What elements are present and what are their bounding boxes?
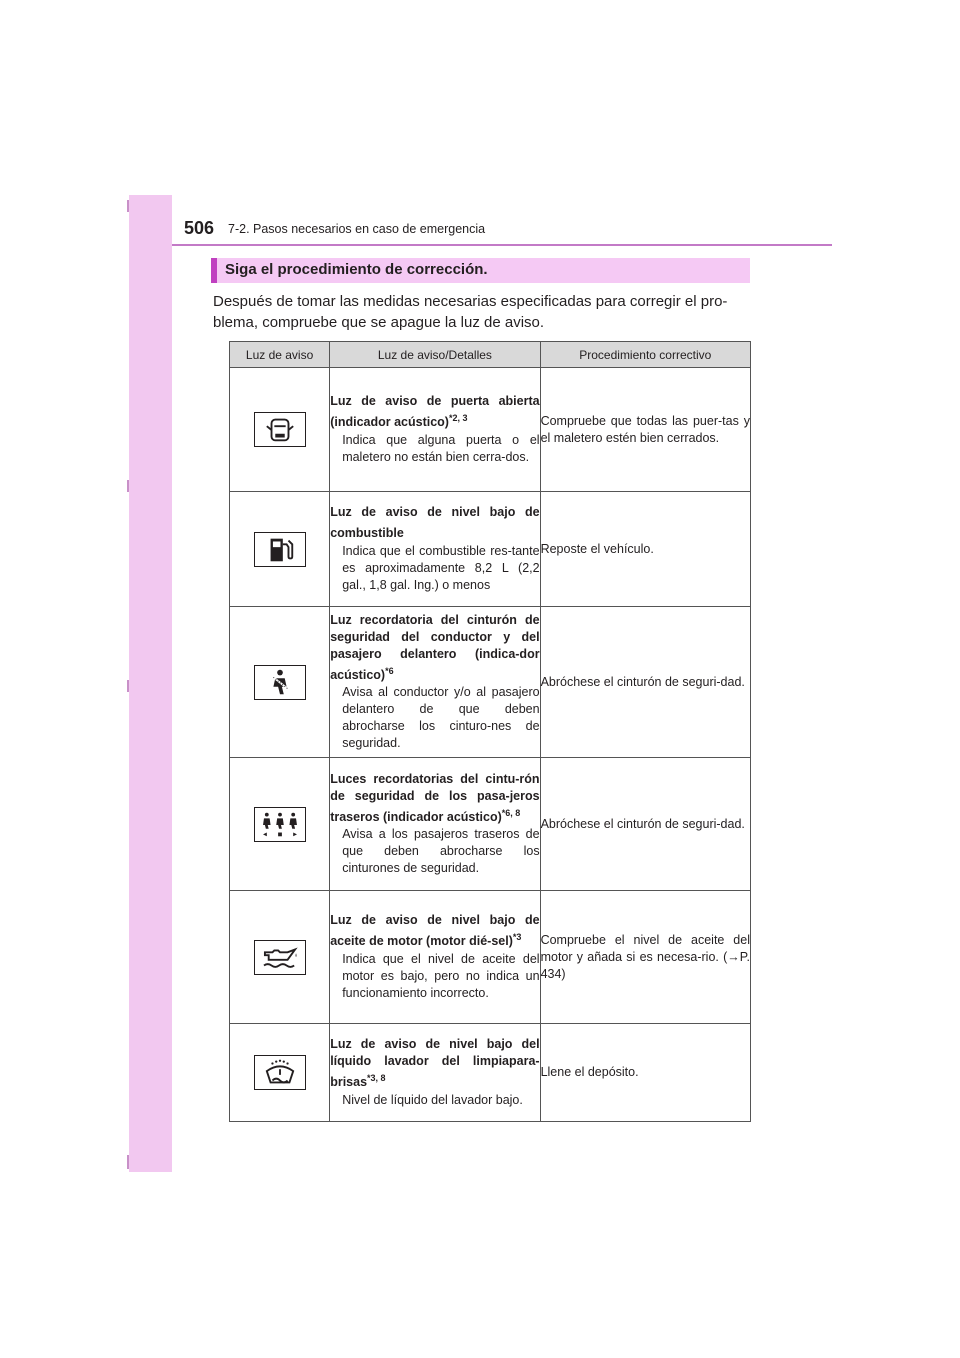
procedure-cell: Compruebe que todas las puer-tas y el maletero estén bien cerrados. (540, 368, 750, 492)
procedure-cell: Reposte el vehículo. (540, 492, 750, 607)
icon-cell (230, 368, 330, 492)
detail-title: Luz de aviso de nivel bajo de combustible (330, 505, 540, 541)
table-row (230, 607, 751, 758)
side-tab-band (129, 195, 172, 1172)
detail-description: Avisa a los pasajeros traseros de que deben abrocharse los cinturones de seguridad. (342, 827, 540, 876)
header-warning-light: Luz de aviso (230, 342, 330, 368)
door-open-icon (254, 412, 306, 447)
warning-lights-table (229, 341, 751, 1122)
side-tick-mark (127, 1155, 129, 1169)
footnote-ref: *6 (385, 665, 394, 676)
table-row (230, 891, 751, 1024)
washer-fluid-icon (254, 1055, 306, 1090)
detail-title: Luz recordatoria del cinturón de seguridad del conductor y del pasajero delantero (indica-dor acústico)$^{*6}$ (330, 612, 540, 683)
icon-cell (230, 607, 330, 758)
footnote-ref: *6, 8 (501, 807, 521, 818)
footnote-ref: *2, 3 (448, 413, 468, 424)
side-tick-mark (127, 680, 129, 692)
icon-cell (230, 1024, 330, 1122)
table-row (230, 492, 751, 607)
detail-title: Luces recordatorias del cintu-rón de seguridad de los pasa-jeros traseros (indicador acústico)$^{*6, 8}$ (330, 771, 540, 825)
table-row (230, 758, 751, 891)
icon-cell (230, 492, 330, 607)
detail-title: Luz de aviso de nivel bajo del líquido lavador del limpiapara-brisas$^{*3, 8}$ (330, 1037, 540, 1090)
rear-seatbelts-icon (254, 807, 306, 842)
detail-cell (330, 368, 540, 492)
detail-description: Nivel de líquido del lavador bajo. (342, 1092, 523, 1107)
banner-title: Siga el procedimiento de corrección. (225, 261, 488, 278)
procedure-cell: Llene el depósito. (540, 1024, 750, 1122)
side-tick-mark (127, 200, 129, 212)
icon-cell (230, 891, 330, 1024)
intro-paragraph: Después de tomar las medidas necesarias especificadas para corregir el pro-blema, compruebe que se apague la luz de aviso. (213, 293, 728, 331)
header-details: Luz de aviso/Detalles (330, 342, 540, 368)
detail-description: Indica que alguna puerta o el maletero no están bien cerra-dos. (342, 432, 540, 464)
oil-can-icon (254, 940, 306, 975)
side-tick-mark (127, 480, 129, 492)
icon-cell (230, 758, 330, 891)
procedure-cell: Abróchese el cinturón de seguri-dad. (540, 758, 750, 891)
section-title: 7-2. Pasos necesarios en caso de emergencia (228, 222, 486, 236)
seatbelt-icon (254, 665, 306, 700)
procedure-cell: Compruebe el nivel de aceite del motor y añada si es necesa-rio. (→P. 434) (540, 891, 750, 1024)
detail-cell (330, 891, 540, 1024)
footnote-ref: *3 (512, 932, 522, 943)
table-header-row (230, 342, 751, 368)
detail-cell (330, 1024, 540, 1122)
header-procedure: Procedimiento correctivo (540, 342, 750, 368)
table-row (230, 1024, 751, 1122)
procedure-banner (211, 258, 750, 283)
page-header (184, 218, 824, 244)
detail-description: Indica que el nivel de aceite del motor es bajo, pero no indica un funcionamiento incorrecto. (342, 951, 540, 1000)
detail-title: Luz de aviso de nivel bajo de aceite de motor (motor dié-sel)$^{*3}$ (330, 913, 540, 949)
detail-description: Avisa al conductor y/o al pasajero delantero de que deben abrocharse los cinturo-nes de seguridad. (342, 685, 540, 751)
detail-description: Indica que el combustible res-tante es aproximadamente 8,2 L (2,2 gal., 1,8 gal. Ing.) o menos (342, 543, 540, 592)
detail-cell (330, 758, 540, 891)
detail-title: Luz de aviso de puerta abierta (indicador acústico)$^{*2, 3}$ (330, 394, 540, 430)
table-row (230, 368, 751, 492)
detail-cell (330, 492, 540, 607)
header-rule (172, 244, 832, 246)
footnote-ref: *3, 8 (367, 1073, 386, 1084)
fuel-pump-icon (254, 532, 306, 567)
page-number: 506 (184, 218, 215, 238)
detail-cell (330, 607, 540, 758)
procedure-cell: Abróchese el cinturón de seguri-dad. (540, 607, 750, 758)
